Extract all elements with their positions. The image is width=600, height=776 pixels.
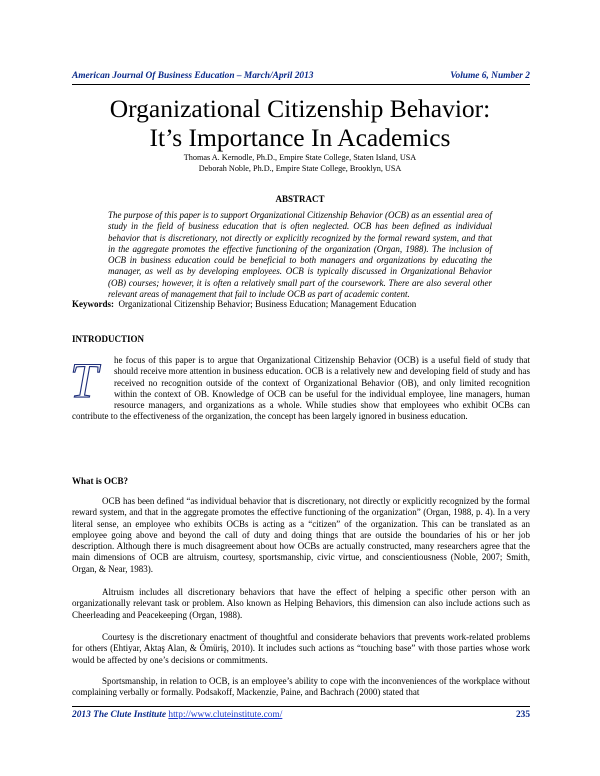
keywords-label: Keywords: (72, 299, 114, 309)
journal-title: American Journal Of Business Education – March/April 2013 (72, 71, 314, 81)
body-paragraph-definition: OCB has been defined “as individual behavior that is discretionary, not directly or explicitly recognized by the formal reward system, and that in the aggregate promotes the effective functioning of the organization” (Organ, 1988, p. 4). In a very literal sense, an employee who exhibits OCBs is acting as a “citizen” of the organization. This can be translated as an employee going above and beyond the call of duty and doing things that are outside the boundaries of his or her job description. Although there is much disagreement about how OCBs are actually constructed, many researchers agree that the main dimensions of OCB are altruism, courtesy, sportsmanship, civic virtue, and conscientiousness (Noble, 2007; Smith, Organ, & Near, 1983). (72, 496, 530, 574)
body-paragraph-sportsmanship: Sportsmanship, in relation to OCB, is an employee’s ability to cope with the inconveniences of the workplace without complaining verbally or formally. Podsakoff, Mackenzie, Paine, and Bachrach (2000) stated that (72, 676, 530, 698)
what-is-ocb-heading: What is OCB? (72, 476, 129, 486)
header-divider (72, 84, 530, 85)
keywords (72, 299, 530, 310)
author-2: Deborah Noble, Ph.D., Empire State College, Brooklyn, USA (198, 164, 402, 173)
abstract-text: The purpose of this paper is to support Organizational Citizenship Behavior (OCB) as an essential area of study in the field of business education that is often neglected. OCB has been defined as individual behavior that is discretionary, not directly or explicitly recognized by the formal reward system, and that in the aggregate promotes the effective functioning of the organization (Organ, 1988). The inclusion of OCB in business education could be beneficial to both managers and organizations by educating the manager, as well as by developing employees. OCB is typically discussed in Organizational Behavior (OB) courses; however, it is often a relatively small part of the coursework. There are also several other relevant areas of management that fail to include OCB as part of academic content. (108, 210, 492, 300)
keywords-text: Organizational Citizenship Behavior; Business Education; Management Education (118, 299, 417, 309)
drop-cap-text: T (70, 355, 98, 403)
publisher-name: 2013 The Clute Institute (72, 710, 167, 720)
introduction-text: he focus of this paper is to argue that Organizational Citizenship Behavior (OCB) is a useful field of study that should receive more attention in business education. OCB is a relatively new and developing field of study and has received no recognition outside of the context of Organizational Behavior (OB), and only limited recognition within the context of OB. Knowledge of OCB can be useful for the individual employee, line managers, human resource managers, and organizations as a whole. While studies show that employees who exhibit OCBs can contribute to the effectiveness of the organization, the concept has been largely ignored in business education. (72, 355, 530, 422)
drop-cap-letter (68, 355, 110, 403)
running-header (72, 71, 530, 83)
introduction-heading: INTRODUCTION (72, 334, 145, 344)
publisher-link[interactable]: http://www.cluteinstitute.com/ (168, 710, 283, 720)
author-list (60, 152, 540, 174)
footer-publisher (72, 710, 282, 720)
paper-title (60, 94, 540, 152)
volume-number: Volume 6, Number 2 (450, 71, 530, 81)
title-line-2: It’s Importance In Academics (149, 123, 451, 152)
title-line-1: Organizational Citizenship Behavior: (109, 94, 491, 123)
abstract-heading: ABSTRACT (275, 194, 325, 204)
footer-divider (72, 706, 530, 707)
drop-cap-glyph (68, 355, 110, 403)
body-paragraph-courtesy: Courtesy is the discretionary enactment of thoughtful and considerate behaviors that prevents work-related problems for others (Ehtiyar, Aktaş Alan, & Ömüriş, 2010). It includes such actions as “touching base” with those parties whose work would be affected by one’s decisions or commitments. (72, 632, 530, 665)
body-paragraph-altruism: Altruism includes all discretionary behaviors that have the effect of helping a specific other person with an organizationally relevant task or problem. Also known as Helping Behaviors, this dimension can also include actions such as Cheerleading and Peacekeeping (Organ, 1988). (72, 587, 530, 620)
introduction-paragraph (72, 355, 530, 423)
author-1: Thomas A. Kernodle, Ph.D., Empire State College, Staten Island, USA (183, 153, 417, 162)
page-number: 235 (515, 710, 530, 720)
